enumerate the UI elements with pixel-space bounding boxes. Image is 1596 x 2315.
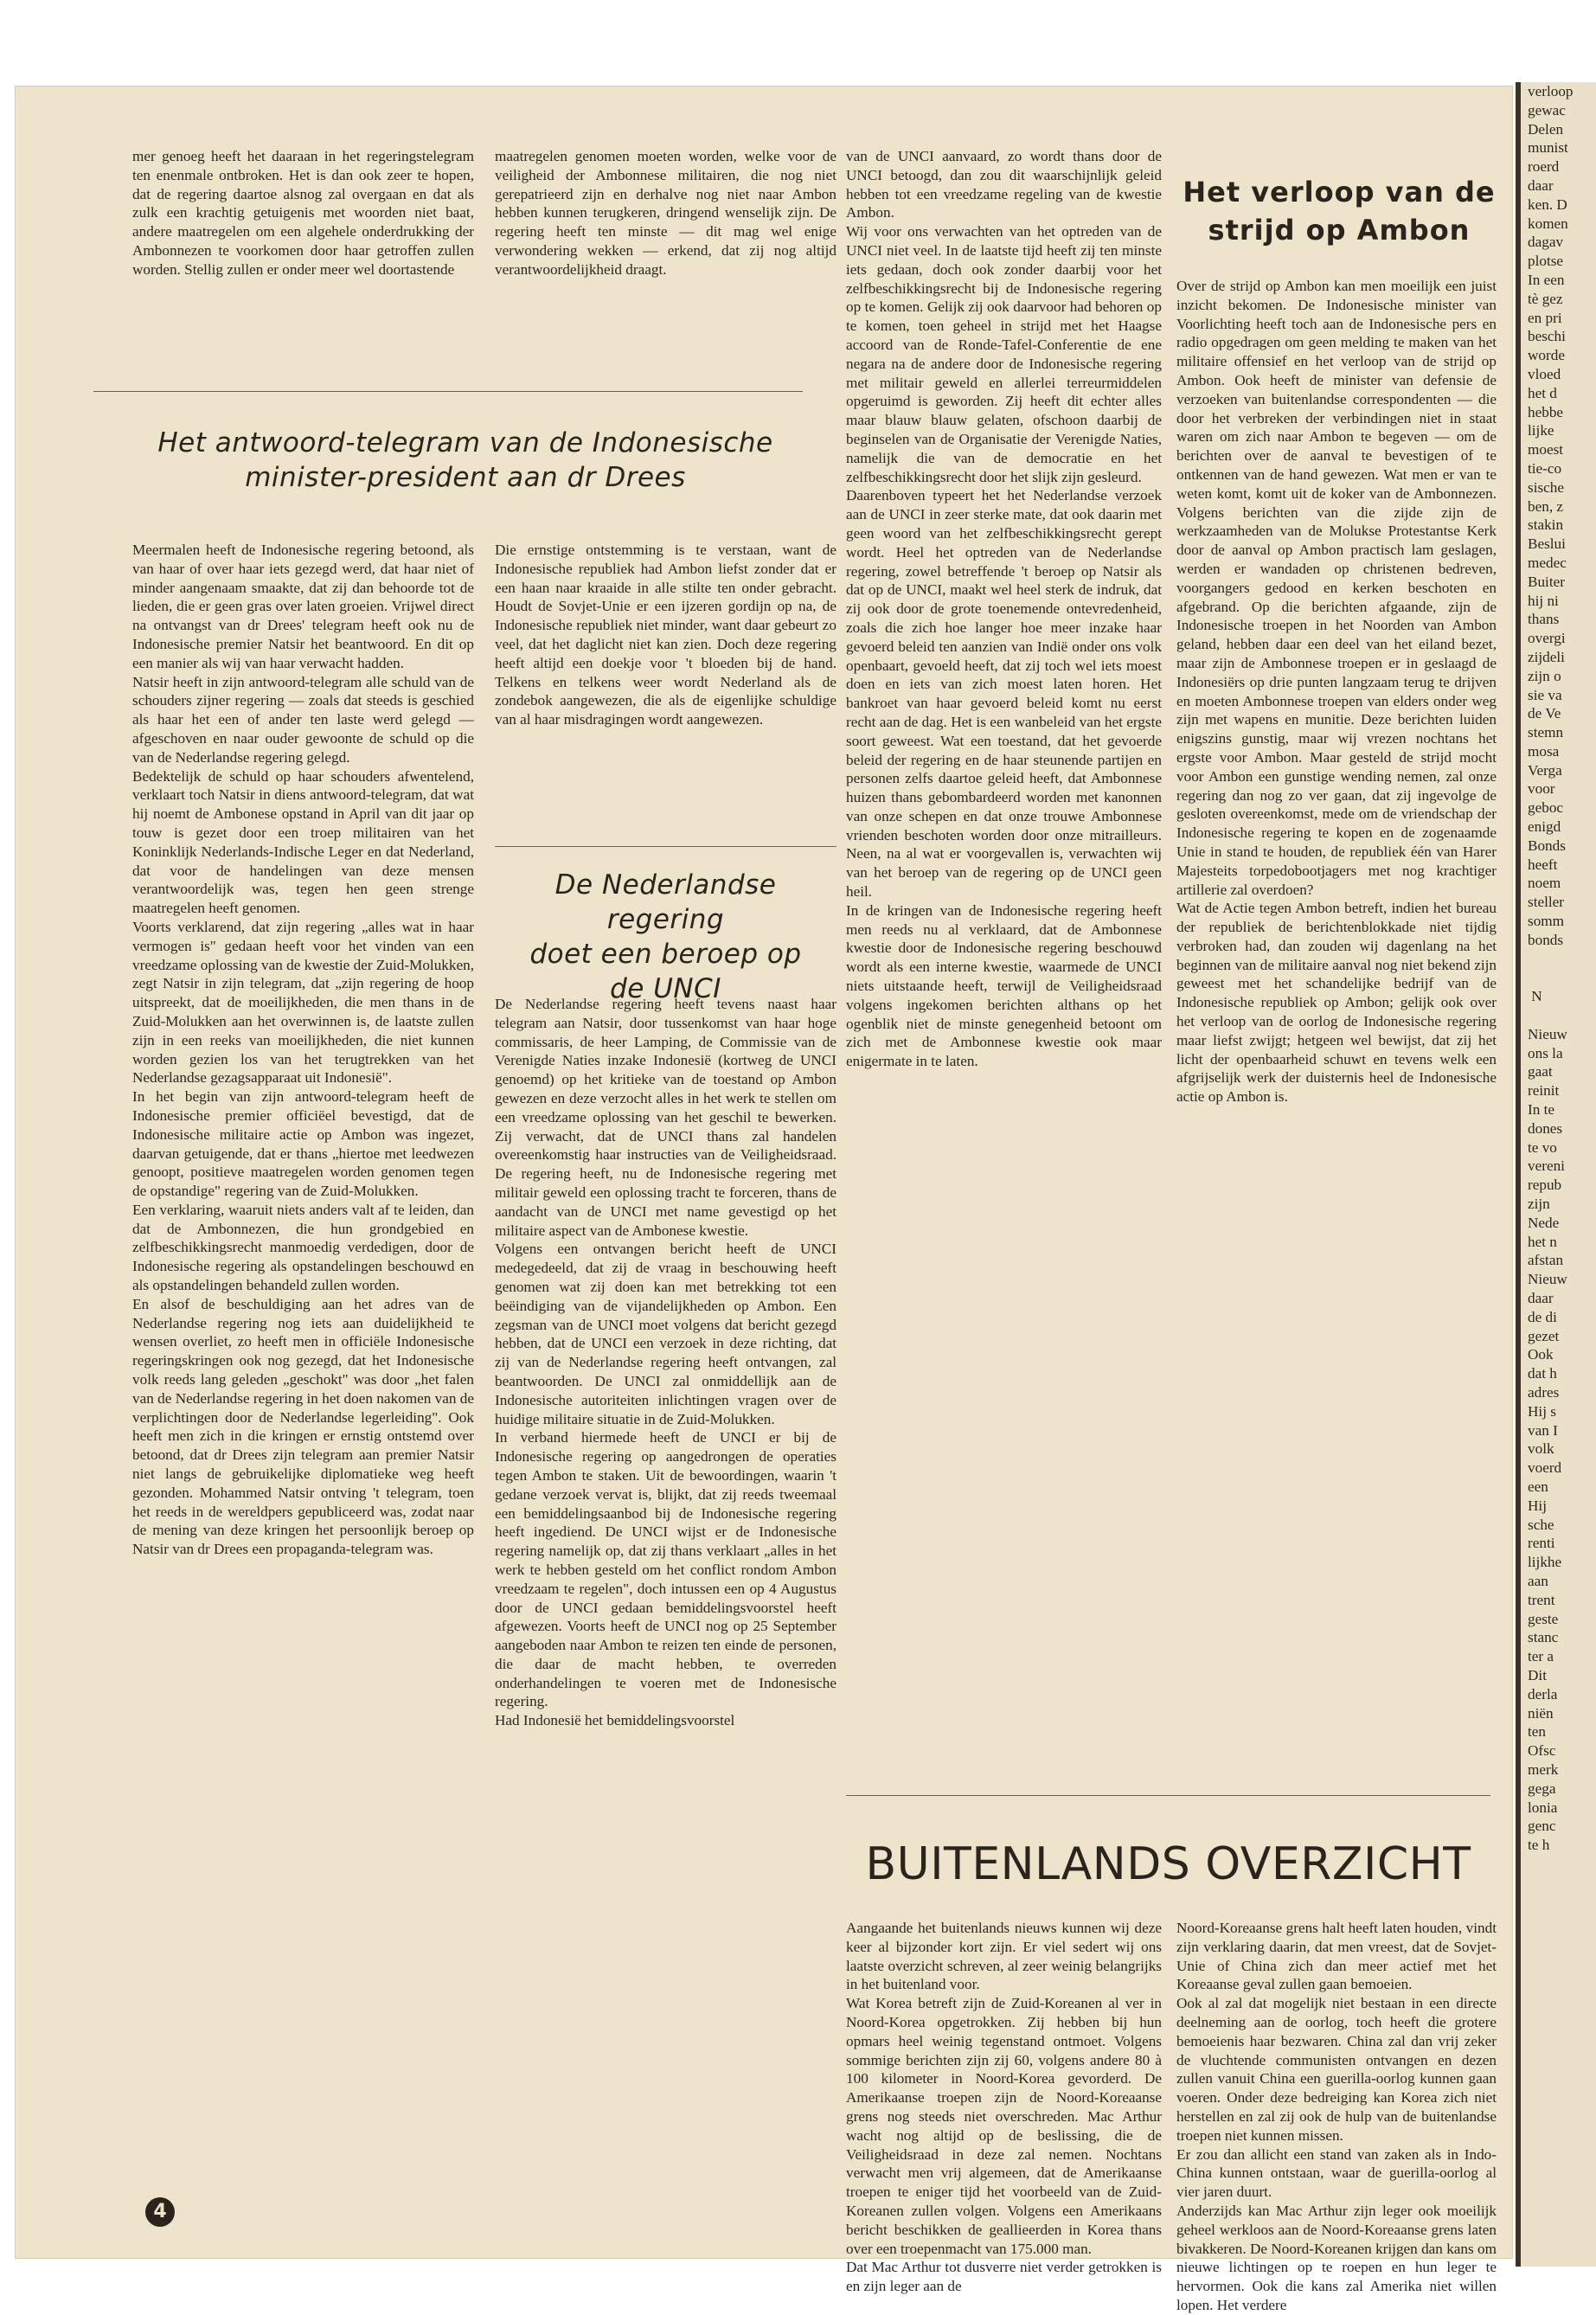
paragraph: Over de strijd op Ambon kan men moeilijk een juist inzicht bekomen. De Indonesische minister van Voorlichting heeft toch aan de Indonesische pers en radio opgedragen om geen melding te maken van het militaire offensief en het verloop van de strijd op Ambon. Ook heeft de minister van defensie de verzoeken van buitenlandse correspondenten — die door het verbreken der verbindingen niet in staat waren om zich naar Ambon te begeven — om de berichten over de aanval te bevestigen of te ontkennen van de hand gewezen. Wat men er van te weten komt, komt uit de koker van de Ambonnezen. Volgens berichten van die zijde zijn de werkzaamheden van de Molukse Protestantse Kerk door de aanval op Ambon practisch lam geslagen, werden er wandaden op christenen bedreven, voorgangers gedood en kerken beschoten en afgebrand. Op die berichten afgaande, zijn de Indonesische troepen in het Noorden van Ambon geland, hebben daar een deel van het eiland bezet, maar zijn de Ambonnese troepen er in geslaagd de Indonesiërs op drie punten langzaam terug te drijven en moeten Ambonnese troepen van elders onder weg zijn met wapens en munitie. Deze berichten luiden enigszins gunstig, maar wij vrezen nochtans het ergste voor Ambon. Maar gesteld de strijd mocht voor Ambon een gunstige wending nemen, zal onze regering dan nog zo ver gaan, dat zij ingevolge de gesloten overeenkomst, mede om de vriendschap der Indonesische regering te kopen en de zogenaamde Unie in stand te houden, de republiek één van Harer Majesteits torpedobootjagers met nog krachtiger artillerie zal overdoen? (1176, 278, 1497, 898)
headline-line: de UNCI (610, 973, 721, 1004)
headline-line: Het antwoord-telegram van de Indonesische (157, 427, 773, 459)
next-page-edge (1516, 82, 1596, 2267)
headline-line: Het verloop van de (1183, 176, 1496, 208)
paragraph: Had Indonesië het bemiddelingsvoorstel (495, 1712, 735, 1729)
paragraph: Noord-Koreaanse grens halt heeft laten houden, vindt zijn verklaring daarin, dat men vreest, dat de Sovjet-Unie of China zich dan meer actief met het Koreaanse geval zullen gaan bemoeien. (1176, 1920, 1497, 1993)
article-2-col-3 (846, 147, 1162, 1071)
paragraph: Dat Mac Arthur tot dusverre niet verder getrokken is en zijn leger aan de (846, 2259, 1162, 2295)
headline-line: minister-president aan dr Drees (245, 462, 686, 493)
paragraph: De Nederlandse regering heeft tevens naast haar telegram aan Natsir, door tussenkomst van haar hoge commissaris, de heer Lamping, de Commissie van de Verenigde Naties inzake Indonesië (kortweg de UNCI genoemd) op het kritieke van de toestand op Ambon gewezen en deze verzocht alles in het werk te stellen om een vreedzame oplossing van het geschil te bewerken. Zij verwacht, dat de UNCI thans zal handelen overeenkomstig haar instructies van de Veiligheidsraad. De regering heeft, nu de Indonesische regering met militair geweld een oplossing tracht te forceren, thans de aandacht van de UNCI met name gevestigd op het militaire aspect van de Ambonese kwestie. (495, 996, 836, 1239)
article-4-headline (846, 1838, 1490, 1890)
top-col-1 (132, 147, 474, 279)
article-2-col-2 (495, 995, 836, 1730)
paragraph: Wat de Actie tegen Ambon betreft, indien het bureau der republiek de berichtenblokkade niet tijdig verbroken had, dan zouden wij dagenlang na het beginnen van de militaire aanval nog niet bekend zijn geweest met het schandelijke bedrijf van de Indonesische republiek op Ambon; gelijk ook over het verloop van de oorlog de Indonesische regering maar liefst zwijgt; hetgeen wel bewijst, dat zij het licht der openbaarheid schuwt en tevens welk een afgrijselijk werk der duisternis heel de Indonesische actie op Ambon is. (1176, 900, 1497, 1106)
paragraph: mer genoeg heeft het daaraan in het regeringstelegram ten enenmale ontbroken. Het is dan ook zeer te hopen, dat de regering daartoe alsnog zal overgaan en dat als zulk een krachtig getuigenis met woorden niet baat, andere maatregelen om een algehele onderdrukking der Ambonnezen te voorkomen door haar getroffen zullen worden. Stellig zullen er onder meer wel doortastende (132, 148, 474, 278)
headline-line: doet een beroep op (529, 939, 802, 970)
paragraph: En alsof de beschuldiging aan het adres van de Nederlandse regering nog iets aan duidelijkheid te wensen overliet, zo heeft men in officiële Indonesische regeringskringen ook nog gezegd, dat het Indonesische volk reeds lang geleden „geschokt" was door „het falen van de Nederlandse regering in het doen nakomen van de verplichtingen door de Nederlandse legerleiding". Ook heeft men zich in die kringen er ernstig ontstemd over betoond, dat dr Drees zijn telegram aan premier Natsir niet langs de gebruikelijke diplomatieke weg heeft gezonden. Mohammed Natsir ontving 't telegram, toen het reeds in de wereldpers gepubliceerd was, zodat naar de mening van deze kringen het persoonlijk beroep op Natsir van dr Drees een propaganda-telegram was. (132, 1295, 474, 1558)
next-page-edge-text: verloop gewac Delen munist roerd daar ken. D komen dagav plotse In een tè gez en pri beschi worde vloed het d hebbe lijke moest tie-co sische ben, z stakin Beslui medec Buiter hij ni thans overgi zijdeli zijn o sie va de Ve stemn mosa Verga voor geboc enigd Bonds heeft noem steller somm bonds N Nieuw ons la gaat reinit In te dones te vo vereni repub zijn Nede het n afstan Nieuw daar de di gezet Ook dat h adres Hij s van I volk voerd een Hij sche renti lijkhe aan trent geste stanc ter a Dit derla niën ten Ofsc merk gega lonia genc te h (1528, 83, 1574, 1854)
headline-line: BUITENLANDS OVERZICHT (865, 1838, 1471, 1890)
article-4-col-4 (1176, 1919, 1497, 2315)
paragraph: In de kringen van de Indonesische regering heeft men reeds nu al verklaard, dat de Ambonnese kwestie door de Indonesische regering beschouwd wordt als een interne kwestie, waarmede de UNCI niets uitstaande heeft, terwijl de Veiligheidsraad volgens ingekomen berichten althans op het ogenblik niet de minste genegenheid betoont om zich met de Ambonnese kwestie ook maar enigermate in te laten. (846, 901, 1162, 1070)
paragraph: Natsir heeft in zijn antwoord-telegram alle schuld van de schouders zijner regering — zoals dat steeds is geschied als haar het een of ander ten laste werd gelegd — afgeschoven en naar ouder gewoonte de schuld op die van de Nederlandse regering gelegd. (132, 673, 474, 766)
paragraph: Ook al zal dat mogelijk niet bestaan in een directe deelneming aan de oorlog, toch heeft die grotere bemoeienis haar bezwaren. China zal dan vrij zeker de vluchtende communisten ontvangen en dezen zullen vanuit China een guerilla-oorlog kunnen gaan voeren. Onder deze bedreiging kan Korea zich niet herstellen en zal zij ook de hulp van de buitenlandse troepen niet kunnen missen. (1176, 1995, 1497, 2144)
paragraph: In verband hiermede heeft de UNCI er bij de Indonesische regering op aangedrongen de operaties tegen Ambon te staken. Uit de bewoordingen, waarin 't gedane verzoek vervat is, blijkt, dat zij reeds tweemaal een bemiddelingsaanbod bij de Indonesische regering heeft ingediend. De UNCI wijst er de Indonesische regering namelijk op, dat zij thans verklaart „alles in het werk te hebben gesteld om het conflict rondom Ambon vreedzaam te regelen", doch intussen een op 4 Augustus door de UNCI gedaan bemiddelingsvoorstel heeft afgewezen. Voorts heeft de UNCI nog op 25 September aangeboden naar Ambon te reizen ten einde de personen, die daar de macht hebben, te overreden onderhandelingen te voeren met de Indonesische regering. (495, 1429, 836, 1710)
article-2-headline (495, 868, 836, 1006)
article-1-headline (93, 426, 837, 495)
paragraph: Een verklaring, waaruit niets anders valt af te leiden, dan dat de Ambonnezen, die hun grondgebied en zelfbeschikkingsrecht manmoedig verdedigen, door de Indonesische regering als opstandelingen beschouwd en als opstandelingen behandeld zullen worden. (132, 1201, 474, 1294)
page-number: 4 (145, 2197, 175, 2227)
paragraph: Anderzijds kan Mac Arthur zijn leger ook moeilijk geheel werkloos aan de Noord-Koreaanse grens laten bivakkeren. De Noord-Koreanen krijgen dan kans om nieuwe lichtingen op te roepen en hun leger te hervormen. Ook die kans zal Amerika niet willen lopen. Het verdere (1176, 2202, 1497, 2313)
paragraph: Wij voor ons verwachten van het optreden van de UNCI niet veel. In de laatste tijd heeft zij ten minste iets gedaan, doch ook zonder daarbij voor het zelfbeschikkingsrecht bij de Indonesische regering op te komen. Gelijk zij ook daarvoor had behoren op te komen, toen geheel in strijd met het Haagse accoord van de Ronde-Tafel-Conferentie de ene negara na de andere door de Indonesische regering met militair geweld en allerlei terreurmiddelen opgeruimd is geworden. Zij heeft dit echter alles maar blauw blauw gelaten, ofschoon daarbij de beginselen van de Organisatie der Verenigde Naties, namelijk die van de democratie en het zelfbeschikkingsrecht door het slijk zijn gesleurd. (846, 223, 1162, 485)
newspaper-page (16, 87, 1512, 2313)
paragraph: Er zou dan allicht een stand van zaken als in Indo-China kunnen ontstaan, waar de guerilla-oorlog al vier jaren duurt. (1176, 2145, 1497, 2201)
article-1-col-1 (132, 541, 474, 1559)
paragraph: Die ernstige ontstemming is te verstaan, want de Indonesische republiek had Ambon liefst zonder dat er een haan naar kraaide in alle stilte ten onder gebracht. Houdt de Sovjet-Unie er een ijzeren gordijn op na, de Indonesische republiek niet minder, want daar gebeurt zo veel, dat het daglicht niet kan zien. Doch deze regering heeft altijd een doekje voor 't bloeden bij de hand. Telkens en telkens weer wordt Nederland als de zondebok aangewezen, die als de eigenlijke schuldige van al haar misdragingen wordt aangewezen. (495, 542, 836, 728)
article-3-col-4 (1176, 277, 1497, 1106)
article-1-col-2 (495, 541, 836, 729)
section-rule (93, 391, 803, 392)
paragraph: In het begin van zijn antwoord-telegram heeft de Indonesische premier officiëel bevestigd, dat de Indonesische militaire actie op Ambon was ingezet, daarvan getuigende, dat er thans „hiertoe met leedwezen genoopt, positieve maatregelen worden genomen tegen de opstandige" regering van de Zuid-Molukken. (132, 1088, 474, 1200)
headline-line: strijd op Ambon (1208, 214, 1471, 247)
section-rule (846, 1795, 1490, 1796)
paragraph: Daarenboven typeert het het Nederlandse verzoek aan de UNCI in zeer sterke mate, dat ook daarin met geen woord van het zelfbeschikkingsrecht gerept wordt. Heel het optreden van de Nederlandse regering, zowel betreffende 't beroep op Natsir als dat op de UNCI, maakt wel heel sterk de indruk, dat zij ook door de grote toenemende ontevredenheid, zoals die zich hoe langer hoe meer inzake haar gevoerd beleid ten aanzien van Indië onder ons volk openbaart, gevoeld heeft, dat zij toch wel iets moest doen en iets van zich moest laten horen. Het bankroet van haar gevoerd beleid komt nu eerst recht aan de dag. Het is een wanbeleid van het ergste soort geweest. Wat een toestand, dat het gevoerde beleid der regering en de haar steunende partijen en personen zelfs daartoe geleid heeft, dat Ambonnese huizen thans gebombardeerd worden met kanonnen van onze schepen en dat onze trouwe Ambonnese vrienden beschoten worden door onze mitrailleurs. Neen, na al wat er voorgevallen is, verwachten wij van het beroep van de regering op de UNCI geen heil. (846, 487, 1162, 901)
article-3-headline (1175, 173, 1503, 249)
paragraph: maatregelen genomen moeten worden, welke voor de veiligheid der Ambonnese militairen, die nog niet gerepatrieerd zijn en derhalve nog niet naar Ambon hebben kunnen terugkeren, dringend wenselijk zijn. De regering heeft ten minste — dit mag wel enige verwondering wekken — erkend, dat zij nog altijd verantwoordelijkheid draagt. (495, 148, 836, 278)
paragraph: Aangaande het buitenlands nieuws kunnen wij deze keer al bijzonder kort zijn. Er viel sedert wij ons laatste overzicht schreven, al zeer weinig belangrijks in het buitenland voor. (846, 1920, 1162, 1993)
paragraph: Wat Korea betreft zijn de Zuid-Koreanen al ver in Noord-Korea opgetrokken. Zij hebben bij hun opmars heel weinig tegenstand ontmoet. Volgens sommige berichten zijn zij 60, volgens andere 80 à 100 kilometer in Noord-Korea gevorderd. De Amerikaanse troepen zijn de Noord-Koreaanse grens nog steeds niet overschreden. Mac Arthur wacht nog altijd op de beslissing, die de Veiligheidsraad in deze zal nemen. Nochtans verwacht men vrij algemeen, dat de Amerikaanse troepen te eniger tijd het voorbeeld van de Zuid-Koreanen zullen volgen. Volgens een Amerikaans bericht beschikken de geallieerden in Korea thans over een troepenmacht van 175.000 man. (846, 1995, 1162, 2257)
article-4-col-3 (846, 1919, 1162, 2296)
paragraph: van de UNCI aanvaard, zo wordt thans door de UNCI betoogd, dan zou dit waarschijnlijk geleid hebben tot een vreedzame regeling van de kwestie Ambon. (846, 148, 1162, 221)
top-col-2 (495, 147, 836, 279)
paragraph: Volgens een ontvangen bericht heeft de UNCI medegedeeld, dat zij de vraag in beschouwing heeft genomen wat zij doen kan met betrekking tot een beëindiging van de vijandelijkheden op Ambon. Een zegsman van de UNCI moet volgens dat bericht gezegd hebben, dat de UNCI een verzoek in deze richting, dat zij van de Nederlandse regering heeft ontvangen, zal beantwoorden. De UNCI zal onmiddellijk aan de Indonesische autoriteiten inlichtingen vragen over de huidige militaire situatie in de Zuid-Molukken. (495, 1241, 836, 1427)
section-rule (495, 846, 836, 847)
paragraph: Bedektelijk de schuld op haar schouders afwentelend, verklaart toch Natsir in diens antwoord-telegram, dat wat hij noemt de Ambonese opstand in April van dit jaar op touw is gezet door een troep militairen van het Koninklijk Nederlands-Indische Leger en dat Nederland, dat voor de handelingen van deze mensen verantwoordelijk was, tegen hen geen strenge maatregelen heeft genomen. (132, 767, 474, 917)
paragraph: Meermalen heeft de Indonesische regering betoond, als van haar of over haar iets gezegd werd, dat haar niet of minder aangenaam smaakte, dat zij dan behoorde tot de lieden, die er geen gras over laten groeien. Vrijwel direct na ontvangst van dr Drees' telegram heeft ook nu de Indonesische premier Natsir het beantwoord. En dit op een manier als wij van haar verwacht hadden. (132, 542, 474, 671)
headline-line: De Nederlandse regering (554, 869, 777, 935)
paragraph: Voorts verklarend, dat zijn regering „alles wat in haar vermogen is" gedaan heeft voor het vinden van een vreedzame oplossing van de kwestie der Zuid-Molukken, zegt Natsir in zijn telegram, dat „zijn regering de hoop uitspreekt, dat de moeilijkheden, die men thans in de Zuid-Molukken aan het overwinnen is, de laatste zullen zijn in een reeks van moeilijkheden, die niet kunnen worden gezien los van het terugtrekken van het Nederlandse gezagsapparaat uit Indonesië". (132, 918, 474, 1087)
